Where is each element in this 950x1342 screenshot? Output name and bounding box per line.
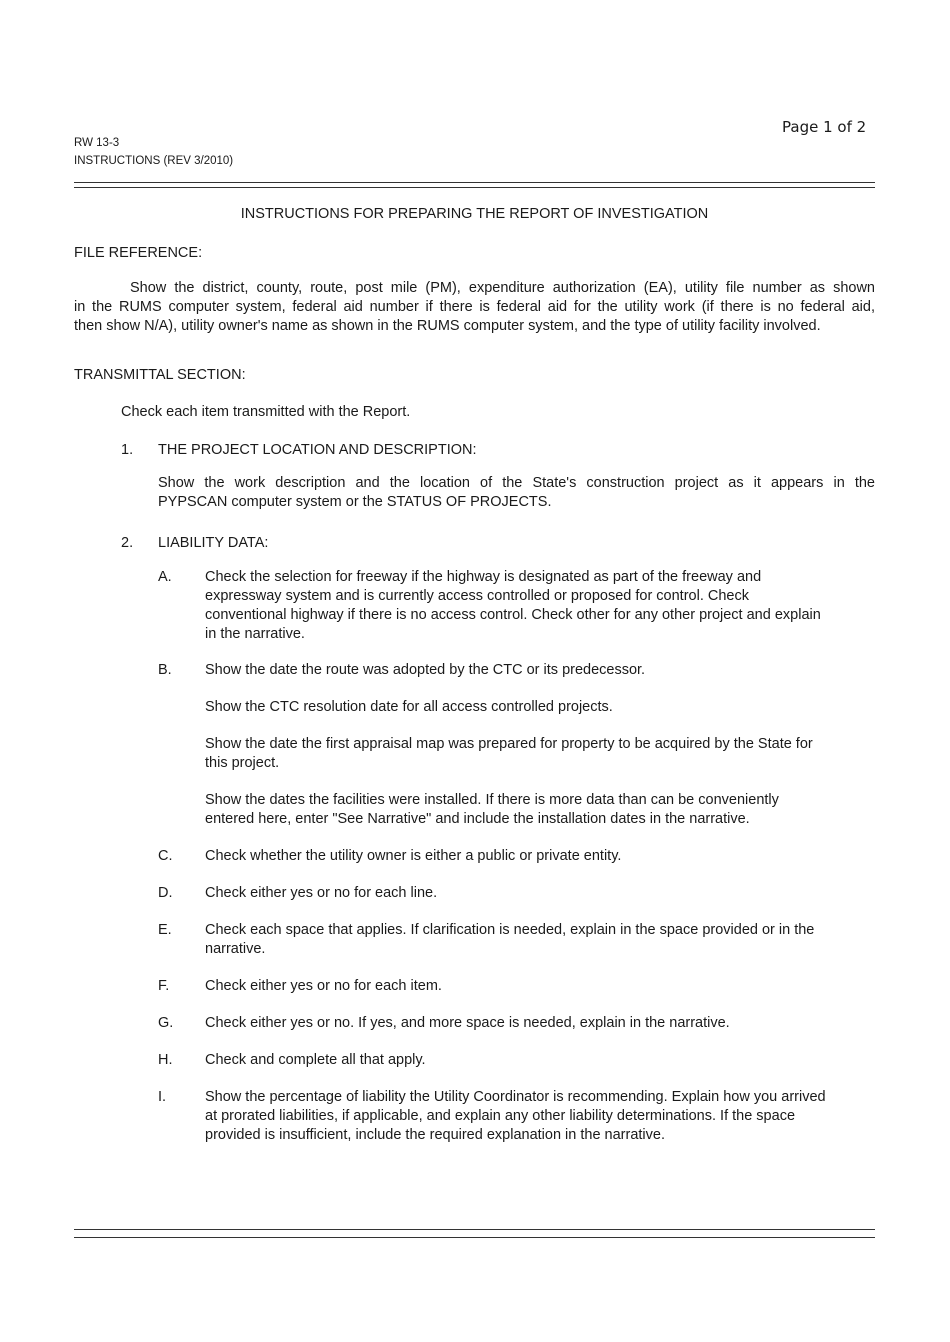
item-2-number: 2. [121, 535, 134, 551]
transmittal-heading: TRANSMITTAL SECTION: [74, 367, 246, 383]
subitem-e-text [205, 921, 875, 959]
transmittal-intro: Check each item transmitted with the Report. [121, 404, 411, 420]
header-divider-bottom [74, 187, 875, 188]
subitem-f-text: Check either yes or no for each item. [205, 978, 442, 994]
form-number: RW 13-3 [74, 137, 120, 149]
subitem-e-line-1: Check each space that applies. If clarification is needed, explain in the space provided or in the [205, 922, 815, 938]
subitem-b-paragraph-3-line-2: this project. [205, 755, 280, 771]
document-title: INSTRUCTIONS FOR PREPARING THE REPORT OF INVESTIGATION [240, 206, 709, 222]
form-identifier [74, 134, 233, 170]
subitem-b-letter: B. [158, 662, 172, 678]
header-divider-top [74, 182, 875, 183]
subitem-a-line-1: Check the selection for freeway if the highway is designated as part of the freeway and [205, 569, 762, 585]
file-reference-heading: FILE REFERENCE: [74, 245, 203, 261]
subitem-b-paragraph-2: Show the CTC resolution date for all access controlled projects. [205, 699, 613, 715]
page-indicator: Page 1 of 2 [782, 118, 867, 136]
subitem-d-letter: D. [158, 885, 173, 901]
footer-divider-bottom [74, 1237, 875, 1238]
item-1-text-line-1: Show the work description and the location of the State's construction project as it appears in the [158, 475, 875, 491]
item-2-label: LIABILITY DATA: [158, 535, 269, 551]
subitem-b-paragraph-4-line-2: entered here, enter "See Narrative" and include the installation dates in the narrative. [205, 811, 750, 827]
item-1-number: 1. [121, 442, 134, 458]
subitem-b-paragraph-4-line-1: Show the dates the facilities were installed. If there is more data than can be conveniently [205, 792, 779, 808]
subitem-b-paragraph-4 [205, 791, 875, 829]
footer-divider-top [74, 1229, 875, 1230]
subitem-c-letter: C. [158, 848, 173, 864]
file-reference-line-2: in the RUMS computer system, federal aid number if there is federal aid for the utility work (if there is no federal aid, [74, 299, 875, 315]
file-reference-line-1: Show the district, county, route, post mile (PM), expenditure authorization (EA), utility file number as shown [130, 280, 875, 296]
item-1-text-line-2: PYPSCAN computer system or the STATUS OF PROJECTS. [158, 494, 552, 510]
subitem-a-text [205, 568, 875, 644]
subitem-h-text: Check and complete all that apply. [205, 1052, 426, 1068]
file-reference-line-3: then show N/A), utility owner's name as shown in the RUMS computer system, and the type of utility facility involved. [74, 318, 821, 334]
subitem-a-line-3: conventional highway if there is no access control. Check other for any other project and explain [205, 607, 821, 623]
subitem-a-letter: A. [158, 569, 172, 585]
subitem-f-letter: F. [158, 978, 170, 994]
subitem-d-text: Check either yes or no for each line. [205, 885, 438, 901]
subitem-e-line-2: narrative. [205, 941, 266, 957]
subitem-h-letter: H. [158, 1052, 173, 1068]
subitem-b-paragraph-3-line-1: Show the date the first appraisal map was prepared for property to be acquired by the State for [205, 736, 813, 752]
subitem-c-text: Check whether the utility owner is either a public or private entity. [205, 848, 622, 864]
subitem-b-paragraph-3 [205, 735, 875, 773]
subitem-i-letter: I. [158, 1089, 167, 1105]
subitem-i-text [205, 1088, 875, 1145]
subitem-b-paragraph-1: Show the date the route was adopted by the CTC or its predecessor. [205, 662, 646, 678]
item-1-label: THE PROJECT LOCATION AND DESCRIPTION: [158, 442, 477, 458]
form-revision: INSTRUCTIONS (REV 3/2010) [74, 155, 234, 167]
subitem-i-line-1: Show the percentage of liability the Utility Coordinator is recommending. Explain how you arrived [205, 1089, 826, 1105]
subitem-i-line-3: provided is insufficient, include the required explanation in the narrative. [205, 1127, 665, 1143]
subitem-i-line-2: at prorated liabilities, if applicable, and explain any other liability determinations. If the space [205, 1108, 796, 1124]
subitem-e-letter: E. [158, 922, 172, 938]
subitem-a-line-2: expressway system and is currently access controlled or proposed for control. Check [205, 588, 749, 604]
subitem-g-letter: G. [158, 1015, 174, 1031]
subitem-a-line-4: in the narrative. [205, 626, 305, 642]
subitem-g-text: Check either yes or no. If yes, and more space is needed, explain in the narrative. [205, 1015, 730, 1031]
